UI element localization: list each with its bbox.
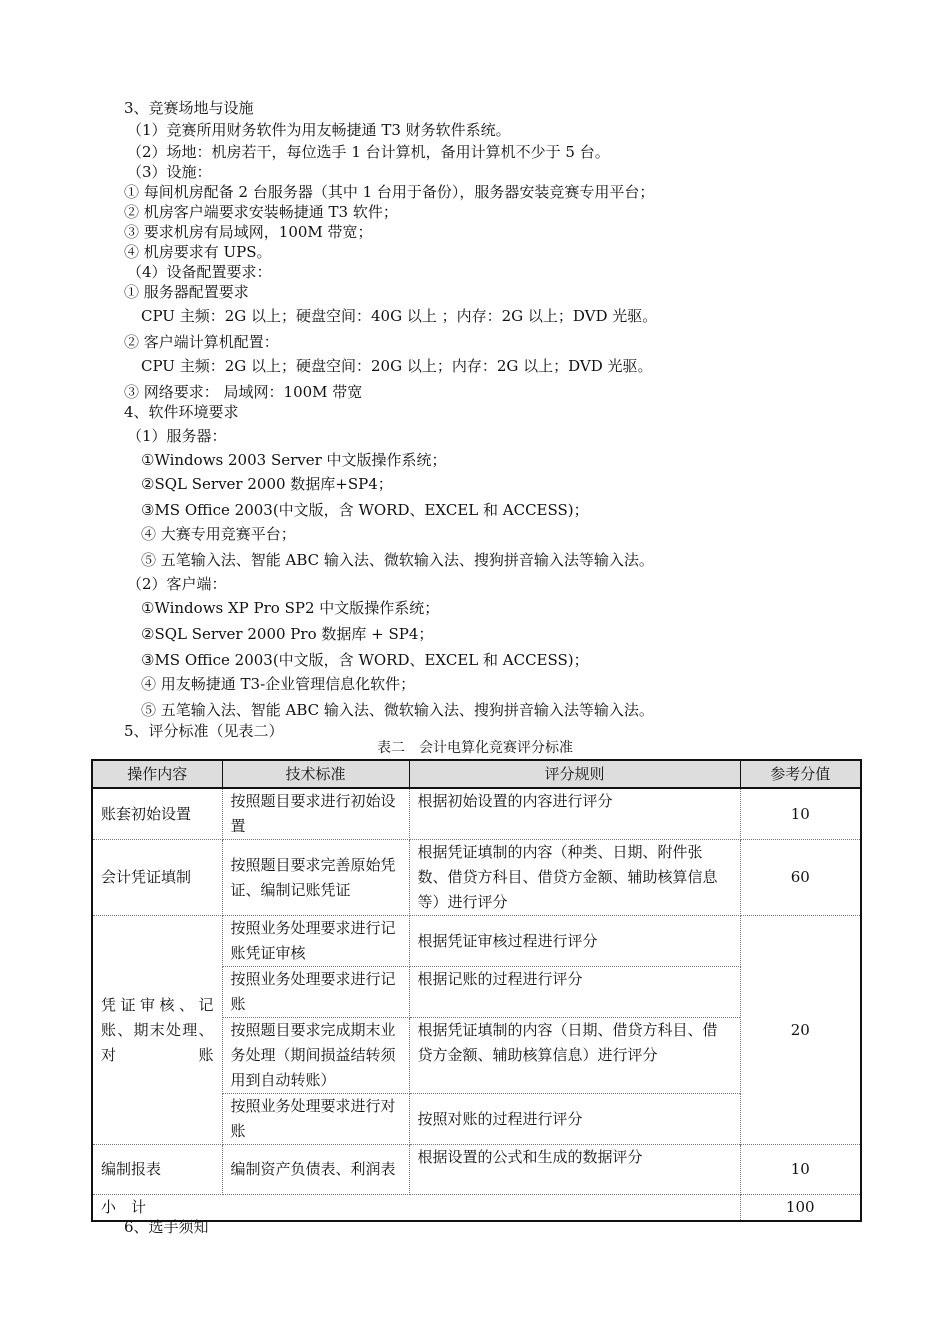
text-line: （3）设施： — [127, 163, 212, 181]
cell-operation: 账套初始设置 — [92, 788, 222, 840]
text-line: 3、竞赛场地与设施 — [124, 99, 254, 117]
text-line: （2）客户端： — [127, 575, 227, 593]
header-operation: 操作内容 — [92, 760, 222, 788]
table-caption: 表二 会计电算化竞赛评分标准 — [377, 740, 573, 756]
scoring-table — [91, 759, 862, 1222]
text-line: ③ 要求机房有局域网，100M 带宽； — [124, 223, 373, 241]
cell-operation: 编制报表 — [92, 1145, 222, 1195]
text-line: （4）设备配置要求： — [127, 263, 272, 281]
cell-rule: 根据设置的公式和生成的数据评分 — [409, 1145, 740, 1195]
cell-rule: 根据凭证审核过程进行评分 — [409, 916, 740, 967]
cell-score: 20 — [740, 916, 861, 1145]
text-line: （1）竞赛所用财务软件为用友畅捷通 T3 财务软件系统。 — [127, 121, 511, 139]
text-line: ⑤ 五笔输入法、智能 ABC 输入法、微软输入法、搜狗拼音输入法等输入法。 — [141, 701, 654, 719]
text-line: ① 服务器配置要求 — [124, 283, 249, 301]
cell-standard: 按照题目要求进行初始设置 — [222, 788, 409, 840]
cell-standard: 编制资产负债表、利润表 — [222, 1145, 409, 1195]
text-line: （2）场地：机房若干，每位选手 1 台计算机，备用计算机不少于 5 台。 — [127, 143, 610, 161]
cell-rule: 根据初始设置的内容进行评分 — [409, 788, 740, 840]
text-line: ④ 机房要求有 UPS。 — [124, 243, 272, 261]
cell-operation: 会计凭证填制 — [92, 840, 222, 916]
cell-rule: 按照对账的过程进行评分 — [409, 1094, 740, 1145]
text-line: ③MS Office 2003(中文版，含 WORD、EXCEL 和 ACCESS)； — [141, 651, 589, 669]
text-line: 5、评分标准（见表二） — [124, 722, 284, 740]
table-row — [92, 1145, 861, 1195]
text-line: ④ 大赛专用竞赛平台； — [141, 525, 296, 543]
cell-standard: 按照题目要求完成期末业务处理（期间损益结转须用到自动转账） — [222, 1018, 409, 1094]
header-rule: 评分规则 — [409, 760, 740, 788]
cell-score: 10 — [740, 788, 861, 840]
text-line: ② 机房客户端要求安装畅捷通 T3 软件； — [124, 203, 398, 221]
text-line: （1）服务器： — [127, 427, 227, 445]
cell-subtotal-label: 小 计 — [92, 1195, 740, 1222]
text-line: ②SQL Server 2000 数据库+SP4； — [141, 475, 393, 493]
text-line: ④ 用友畅捷通 T3-企业管理信息化软件； — [141, 675, 416, 693]
text-line: ① 每间机房配备 2 台服务器（其中 1 台用于备份），服务器安装竞赛专用平台； — [124, 183, 655, 201]
cell-rule: 根据凭证填制的内容（日期、借贷方科目、借贷方金额、辅助核算信息）进行评分 — [409, 1018, 740, 1094]
cell-standard: 按照业务处理要求进行记账凭证审核 — [222, 916, 409, 967]
text-line: ①Windows 2003 Server 中文版操作系统； — [141, 451, 447, 469]
table-row — [92, 788, 861, 840]
table-row — [92, 916, 861, 967]
cell-score: 60 — [740, 840, 861, 916]
text-line: CPU 主频：2G 以上；硬盘空间：20G 以上；内存：2G 以上；DVD 光驱。 — [141, 357, 653, 375]
text-line: ②SQL Server 2000 Pro 数据库 + SP4； — [141, 625, 434, 643]
text-line: ③MS Office 2003(中文版，含 WORD、EXCEL 和 ACCESS)； — [141, 501, 589, 519]
cell-standard: 按照题目要求完善原始凭证、编制记账凭证 — [222, 840, 409, 916]
cell-score: 10 — [740, 1145, 861, 1195]
cell-subtotal-value: 100 — [740, 1195, 861, 1222]
cell-rule: 根据凭证填制的内容（种类、日期、附件张数、借贷方科目、借贷方金额、辅助核算信息等）进行评分 — [409, 840, 740, 916]
table-header-row — [92, 760, 861, 788]
text-line: ② 客户端计算机配置： — [124, 333, 279, 351]
text-line: CPU 主频：2G 以上；硬盘空间：40G 以上 ；内存：2G 以上；DVD 光驱。 — [141, 307, 658, 325]
table-row — [92, 840, 861, 916]
cell-standard: 按照业务处理要求进行对账 — [222, 1094, 409, 1145]
text-line: ①Windows XP Pro SP2 中文版操作系统； — [141, 599, 440, 617]
header-standard: 技术标准 — [222, 760, 409, 788]
cell-standard: 按照业务处理要求进行记账 — [222, 967, 409, 1018]
cell-operation: 凭证审核、记账、期末处理、对账 — [92, 916, 222, 1145]
text-line: ③ 网络要求： 局域网：100M 带宽 — [124, 383, 363, 401]
section-heading-6: 6、选手须知 — [124, 1218, 209, 1236]
cell-rule: 根据记账的过程进行评分 — [409, 967, 740, 1018]
text-line: 4、软件环境要求 — [124, 403, 239, 421]
text-line: ⑤ 五笔输入法、智能 ABC 输入法、微软输入法、搜狗拼音输入法等输入法。 — [141, 551, 654, 569]
header-score: 参考分值 — [740, 760, 861, 788]
